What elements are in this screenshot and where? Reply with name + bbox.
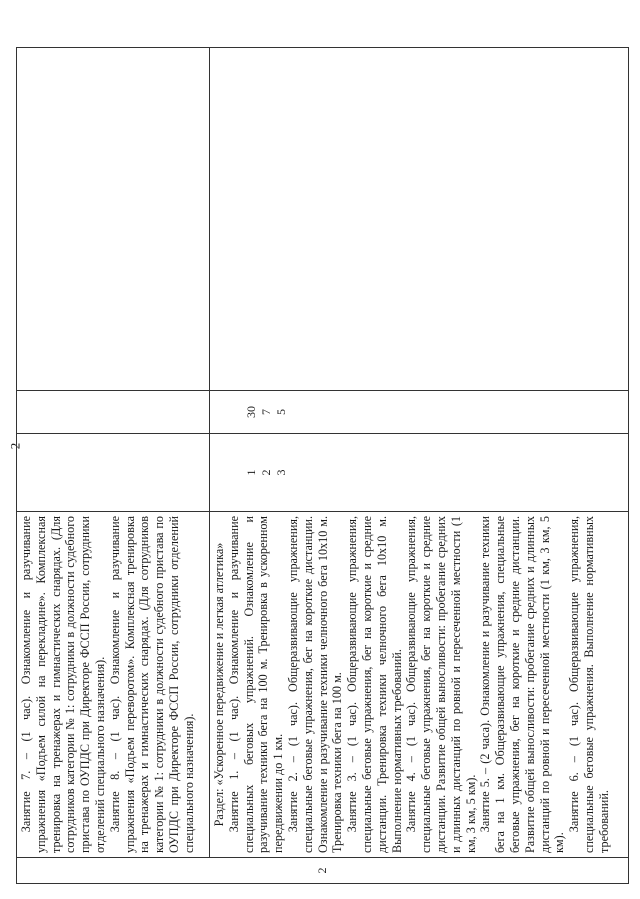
- empty-cell: [17, 434, 210, 512]
- lesson-6: Занятие 6. – (1 час). Общеразвивающие упражнения, специальные беговые упражнения. Выполнение нормативных требований.: [567, 516, 611, 853]
- hours-cell: [210, 391, 629, 434]
- empty-cell: [17, 48, 210, 391]
- lesson-3: Занятие 3. – (1 час). Общеразвивающие упражнения, специальные беговые упражнения, бег на короткие и средние дистанции. Тренировка техники челночного бега 10х10 м. Выполнение нормативных требований.: [345, 516, 404, 853]
- page-number: 2: [7, 442, 23, 450]
- hours-value: 30: [244, 406, 258, 418]
- curriculum-table: [16, 47, 629, 884]
- category-number: 1: [244, 469, 258, 476]
- hours-value: 7: [258, 409, 273, 415]
- lesson-5: Занятие 5. – (2 часа). Ознакомление и разучивание техники бега на 1 км. Общеразвивающие упражнения, специальные беговые упражнения, бег на короткие и средние дистанции. Развитие общей выносливости: пробегание средних и длинных дистанций по ровной и пересеченной местности (1 км, 3 км, 5 км).: [478, 516, 567, 853]
- lesson-7: Занятие 7. – (1 час). Ознакомление и разучивание упражнения «Подъем силой на перекладине». Комплексная тренировка на тренажерах и гимнастических снарядах. (Для сотрудников категории № 1: сотрудники в должности судебного пристава по ОУПДС при Директоре ФССП России, сотрудники отделений специального назначения).: [19, 516, 107, 853]
- empty-cell: [210, 48, 629, 391]
- table-row: [17, 48, 210, 884]
- table-row: [210, 48, 629, 884]
- hours-value: 5: [273, 409, 288, 415]
- row-number-cell: [17, 858, 629, 884]
- row-number: 2: [315, 867, 329, 874]
- category-number: 3: [273, 469, 288, 476]
- lesson-4: Занятие 4. – (1 час). Общеразвивающие упражнения, специальные беговые упражнения, бег на короткие и средние дистанции. Развитие общей выносливости: пробегание средних и длинных дистанций по ровной и пересеченной местности (1 км, 3 км, 5 км).: [404, 516, 478, 853]
- lesson-8: Занятие 8. – (1 час). Ознакомление и разучивание упражнения «Подъем переворотом». Комплексная тренировка на тренажерах и гимнастических снарядах. (Для сотрудников категории № 1: сотрудники в должности судебного пристава по ОУПДС при Директоре ФССП России, сотрудники отделений специального назначения).: [107, 516, 196, 853]
- rotated-page-content: [16, 48, 611, 884]
- lessons-intro-cell: [17, 512, 210, 858]
- category-cell: [210, 434, 629, 512]
- lesson-1: Занятие 1. – (1 час). Ознакомление и разучивание специальных беговых упражнений. Ознакомление и разучивание техники бега на 100 м. Тренировка в ускоренном передвижении до 1 км.: [226, 516, 286, 853]
- section-cell: [210, 512, 629, 858]
- category-number: 2: [258, 469, 273, 476]
- lesson-2: Занятие 2. – (1 час). Общеразвивающие упражнения, специальные беговые упражнения, бег на короткие дистанции. Ознакомление и разучивание техники челночного бега 10х10 м. Тренировка техники бега на 100 м.: [285, 516, 345, 853]
- section-title: Раздел: «Ускоренное передвижение и легкая атлетика»: [212, 542, 226, 827]
- empty-cell: [17, 391, 210, 434]
